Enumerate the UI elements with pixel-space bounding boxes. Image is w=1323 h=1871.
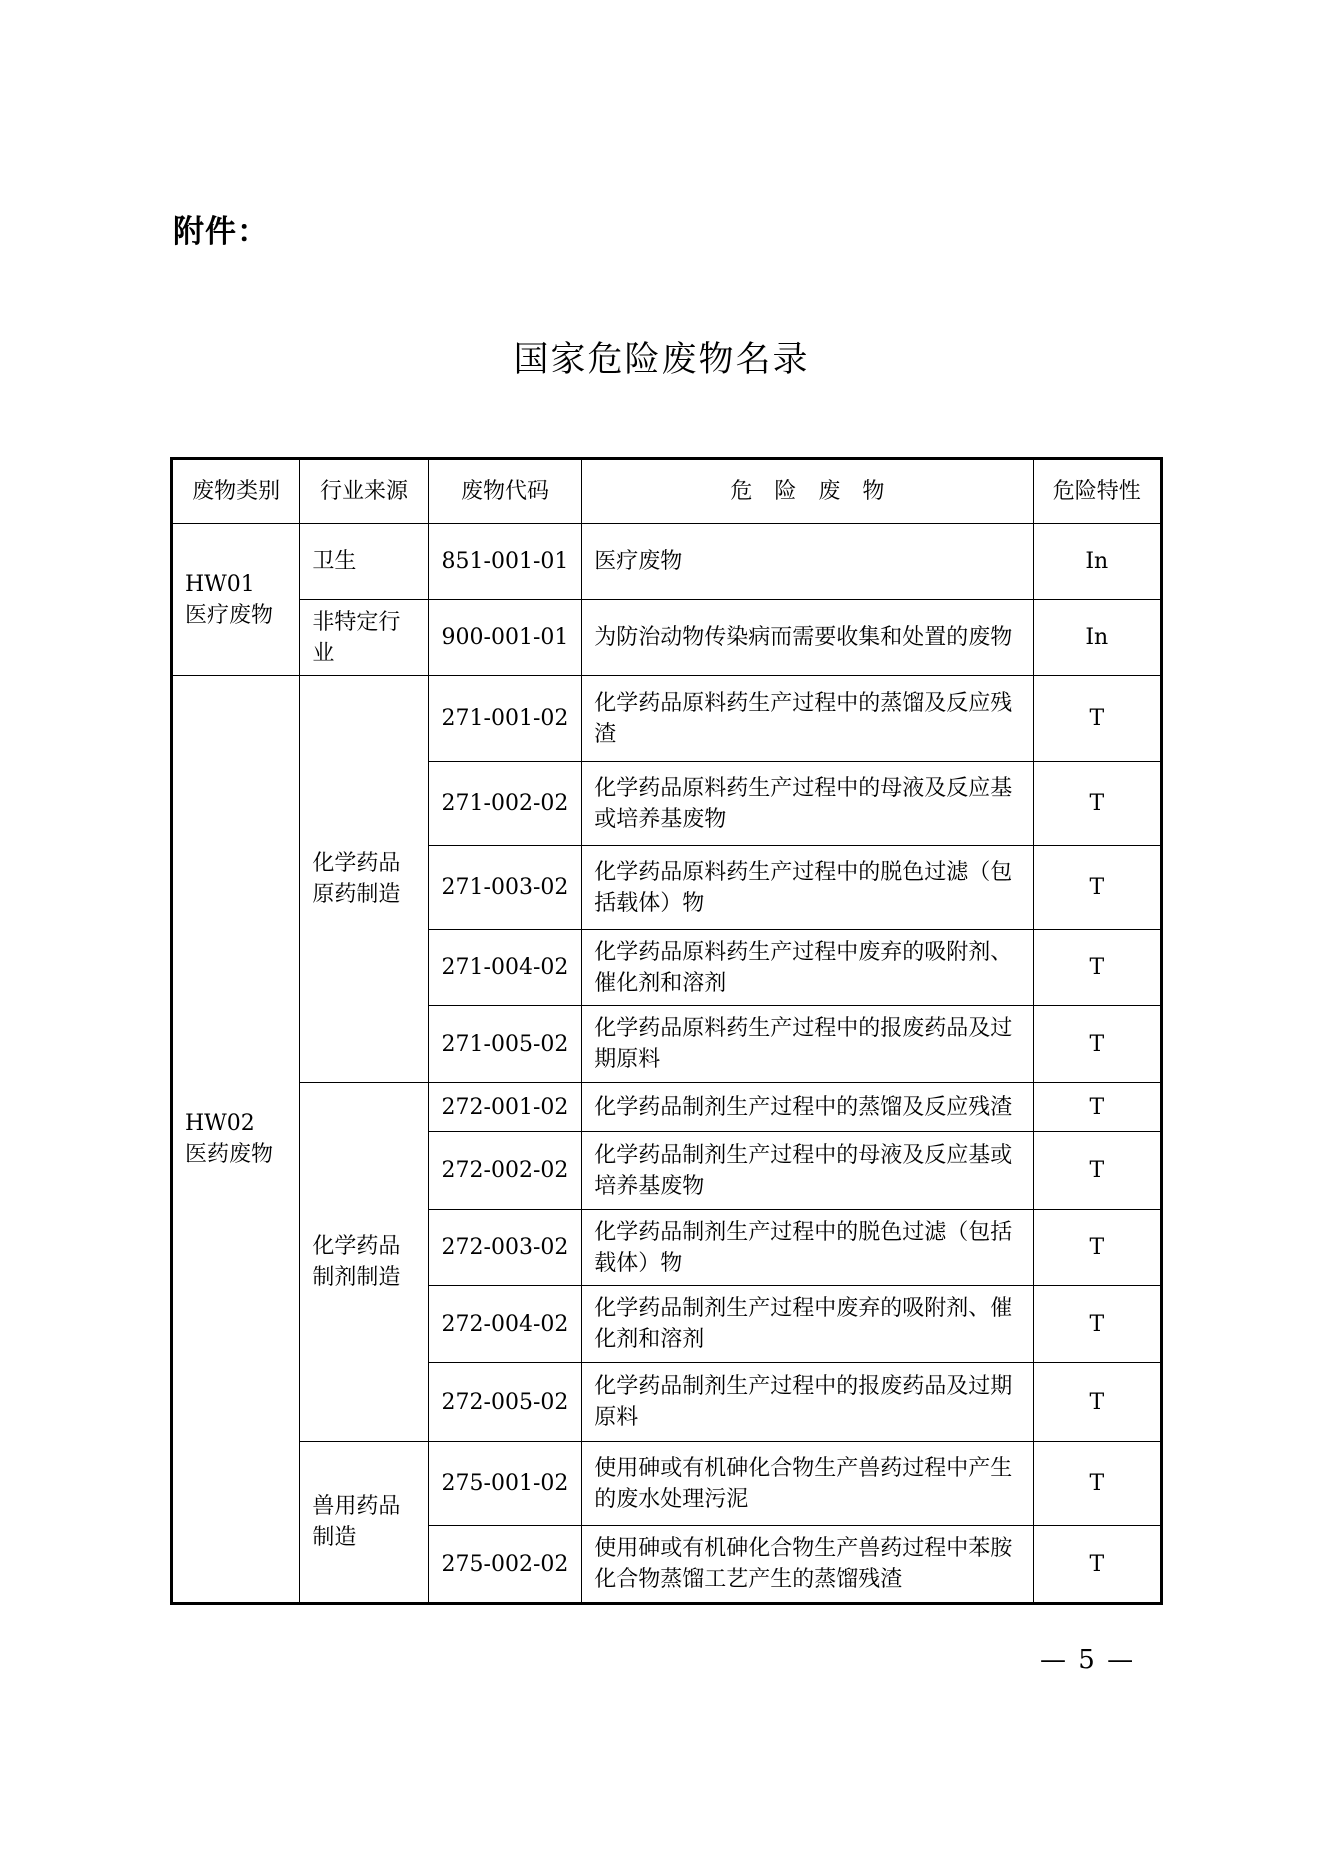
hazard-property-cell: T [1033,1210,1161,1286]
document-title: 国家危险废物名录 [513,340,810,380]
industry-source-cell: 化学药品制剂制造 [300,1083,428,1442]
waste-code-cell: 900-001-01 [428,600,581,676]
hazard-property-cell: T [1033,676,1161,762]
waste-code-cell: 271-004-02 [428,930,581,1006]
waste-code-cell: 271-005-02 [428,1006,581,1083]
waste-code-cell: 271-001-02 [428,676,581,762]
waste-description-cell: 医疗废物 [582,524,1033,600]
waste-description-cell: 化学药品原料药生产过程中的报废药品及过期原料 [582,1006,1033,1083]
header-hazardous-waste: 危 险 废 物 [582,459,1033,524]
waste-code-cell: 272-001-02 [428,1083,581,1132]
waste-category-cell [172,524,300,676]
waste-code-cell: 275-002-02 [428,1526,581,1604]
hazard-property-cell: T [1033,1286,1161,1363]
waste-description-cell: 化学药品制剂生产过程中的蒸馏及反应残渣 [582,1083,1033,1132]
page-number: — 5 — [1040,1645,1136,1675]
table-row [172,1083,1162,1132]
waste-code-cell: 272-005-02 [428,1363,581,1442]
hazard-property-cell: In [1033,524,1161,600]
table-header-row [172,459,1162,524]
category-name: 医药废物 [185,1142,274,1167]
hazard-property-cell: T [1033,846,1161,930]
waste-category-cell [172,676,300,1604]
waste-code-cell: 275-001-02 [428,1442,581,1526]
waste-description-cell: 使用砷或有机砷化合物生产兽药过程中产生的废水处理污泥 [582,1442,1033,1526]
waste-description-cell: 化学药品制剂生产过程中的报废药品及过期原料 [582,1363,1033,1442]
header-waste-category: 废物类别 [172,459,300,524]
waste-description-cell: 化学药品制剂生产过程中的脱色过滤（包括载体）物 [582,1210,1033,1286]
waste-code-cell: 271-002-02 [428,762,581,846]
waste-code-cell: 272-003-02 [428,1210,581,1286]
table-row [172,524,1162,600]
header-hazard-property: 危险特性 [1033,459,1161,524]
hazardous-waste-table [170,457,1163,1605]
industry-source-cell: 非特定行业 [300,600,428,676]
waste-description-cell: 为防治动物传染病而需要收集和处置的废物 [582,600,1033,676]
waste-description-cell: 化学药品制剂生产过程中废弃的吸附剂、催化剂和溶剂 [582,1286,1033,1363]
category-code: HW02 [185,1111,255,1136]
industry-source-cell: 卫生 [300,524,428,600]
hazard-property-cell: T [1033,1132,1161,1210]
table-row [172,676,1162,762]
hazard-property-cell: T [1033,1363,1161,1442]
hazard-property-cell: T [1033,1006,1161,1083]
hazard-property-cell: T [1033,762,1161,846]
hazard-property-cell: T [1033,1083,1161,1132]
hazard-property-cell: T [1033,930,1161,1006]
hazard-property-cell: T [1033,1526,1161,1604]
waste-code-cell: 851-001-01 [428,524,581,600]
hazard-property-cell: In [1033,600,1161,676]
waste-description-cell: 化学药品原料药生产过程中的蒸馏及反应残渣 [582,676,1033,762]
category-name: 医疗废物 [185,602,274,628]
waste-code-cell: 272-002-02 [428,1132,581,1210]
waste-description-cell: 化学药品原料药生产过程中废弃的吸附剂、催化剂和溶剂 [582,930,1033,1006]
waste-description-cell: 化学药品原料药生产过程中的脱色过滤（包括载体）物 [582,846,1033,930]
category-code: HW01 [185,571,255,597]
hazard-property-cell: T [1033,1442,1161,1526]
header-industry-source: 行业来源 [300,459,428,524]
industry-source-cell: 化学药品原药制造 [300,676,428,1083]
table-row [172,1442,1162,1526]
waste-description-cell: 化学药品原料药生产过程中的母液及反应基或培养基废物 [582,762,1033,846]
waste-description-cell: 使用砷或有机砷化合物生产兽药过程中苯胺化合物蒸馏工艺产生的蒸馏残渣 [582,1526,1033,1604]
table-row [172,600,1162,676]
waste-code-cell: 271-003-02 [428,846,581,930]
attachment-label: 附件： [173,214,269,250]
waste-code-cell: 272-004-02 [428,1286,581,1363]
waste-description-cell: 化学药品制剂生产过程中的母液及反应基或培养基废物 [582,1132,1033,1210]
header-waste-code: 废物代码 [428,459,581,524]
industry-source-cell: 兽用药品制造 [300,1442,428,1604]
